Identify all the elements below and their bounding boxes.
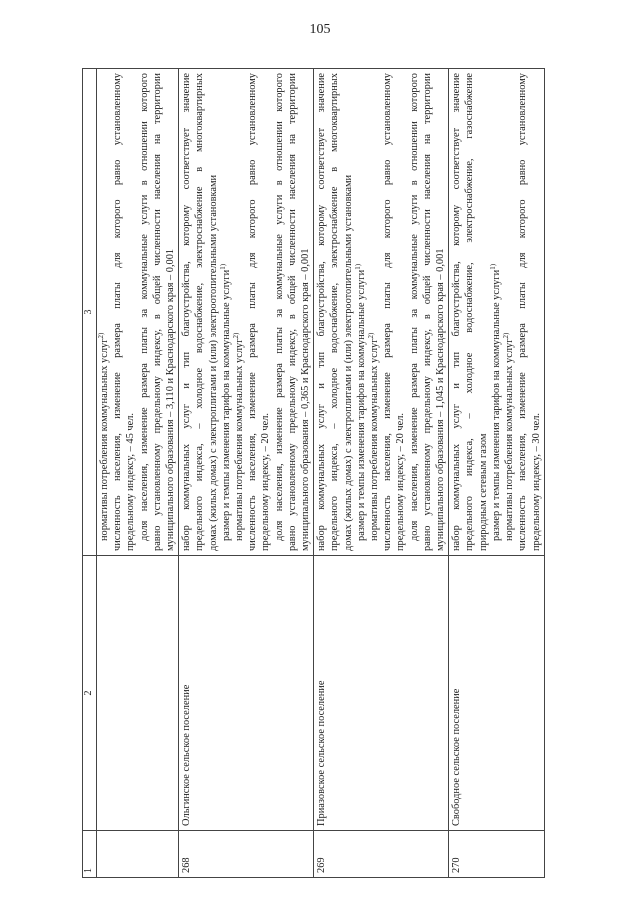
indicator-text: численность населения, изменение размера платы для которого равно установленному [112, 73, 124, 551]
footnote-mark: 2) [367, 332, 376, 339]
indicator-text: набор коммунальных услуг и тип благоустройства, которому соответствует значение [181, 73, 193, 551]
indicator-line [98, 73, 111, 551]
indicators-cell [179, 69, 314, 556]
indicator-line [516, 73, 529, 551]
page-number: 105 [309, 22, 331, 37]
footnote-mark: 2) [97, 332, 105, 339]
indicator-text: предельного индекса, – холодное водоснабжение, электроснабжение, газоснабжение [464, 73, 476, 551]
footnote-mark: 2) [502, 332, 511, 339]
indicator-text: предельного индекса, – холодное водоснабжение, электроснабжение в многоквартирных [329, 73, 341, 551]
indicator-text: доля населения, изменение размера платы за коммунальные услуги в отношении которого [273, 73, 285, 541]
table-row [179, 69, 314, 878]
table-row [449, 69, 544, 878]
indicator-line [394, 73, 407, 551]
indicator-text: предельного индекса, – холодное водоснабжение, электроснабжение в многоквартирных [194, 73, 206, 551]
rotated-table-frame [82, 68, 602, 878]
header-col-3: 3 [83, 69, 97, 556]
indicator-text: муниципального образования – 1,045 и Краснодарского края – 0,001 [435, 248, 447, 551]
indicator-line [463, 73, 476, 551]
indicator-text: размер и темпы изменения тарифов на коммунальные услуги [355, 269, 367, 541]
indicator-line [164, 73, 177, 551]
indicator-line [434, 73, 447, 551]
indicator-line [259, 73, 272, 551]
indicator-text: доля населения, изменение размера платы за коммунальные услуги в отношении которого [138, 73, 150, 541]
indicator-text: предельному индексу, – 45 чел. [125, 412, 137, 551]
footnote-mark: 1) [353, 263, 362, 270]
indicator-text: равно установленному предельному индексу, в общей численности населения на территории [286, 73, 298, 551]
footnote-mark: 1) [488, 263, 497, 270]
indicator-line [315, 73, 328, 551]
header-col-2: 2 [83, 556, 97, 831]
indicator-line [328, 73, 341, 551]
indicator-line [530, 73, 543, 551]
indicator-line [180, 73, 193, 551]
indicator-line [490, 73, 503, 551]
settlement-name: Приазовское сельское поселение [314, 556, 449, 831]
indicator-line [450, 73, 463, 551]
indicator-text: численность населения, изменение размера платы для которого равно установленному [382, 73, 394, 551]
indicator-text: нормативы потребления коммунальных услуг [99, 338, 110, 541]
indicator-line [503, 73, 516, 551]
footnote-mark: 2) [232, 332, 241, 339]
indicator-line [246, 73, 259, 551]
indicator-text: предельному индексу, – 20 чел. [260, 412, 272, 551]
indicator-line [207, 73, 220, 551]
row-number: 270 [449, 831, 544, 878]
tariff-table [82, 68, 545, 878]
footnote-mark: 1) [218, 263, 227, 270]
header-col-1: 1 [83, 831, 97, 878]
indicators-cell [314, 69, 449, 556]
indicator-text: размер и темпы изменения тарифов на коммунальные услуги [490, 269, 502, 541]
indicator-text: муниципального образования – 3,110 и Краснодарского края – 0,001 [165, 248, 177, 551]
indicator-line [273, 73, 286, 551]
tariff-table-body [83, 69, 545, 878]
settlement-name [97, 556, 179, 831]
indicator-line [233, 73, 246, 551]
settlement-name: Свободное сельское поселение [449, 556, 544, 831]
indicator-line [138, 73, 151, 551]
indicator-line [299, 73, 312, 551]
indicator-line [477, 73, 490, 551]
settlement-name: Ольгинское сельское поселение [179, 556, 314, 831]
indicator-text: набор коммунальных услуг и тип благоустройства, которому соответствует значение [451, 73, 463, 551]
indicator-line [193, 73, 206, 551]
indicator-line [124, 73, 137, 551]
indicator-text: численность населения, изменение размера платы для которого равно установленному [247, 73, 259, 551]
indicator-text: домах (жилых домах) с электроплитами и (или) электроотопительными установками [207, 174, 219, 551]
row-number: 268 [179, 831, 314, 878]
indicator-line [421, 73, 434, 551]
indicator-line [111, 73, 124, 551]
indicator-line [220, 73, 233, 551]
indicator-text: природным сетевым газом [477, 433, 489, 551]
indicator-line [381, 73, 394, 551]
indicator-text: нормативы потребления коммунальных услуг [369, 338, 381, 541]
indicator-text: равно установленному предельному индексу, в общей численности населения на территории [421, 73, 433, 551]
table-header-row [83, 69, 97, 878]
table-row [314, 69, 449, 878]
indicator-line [408, 73, 421, 551]
indicators-cell [97, 69, 179, 556]
indicator-text: нормативы потребления коммунальных услуг [504, 338, 516, 541]
indicator-line [368, 73, 381, 551]
indicators-cell [449, 69, 544, 556]
indicator-text: предельному индексу, – 20 чел. [395, 412, 407, 551]
row-number: 269 [314, 831, 449, 878]
indicator-text: доля населения, изменение размера платы за коммунальные услуги в отношении которого [408, 73, 420, 541]
indicator-line [355, 73, 368, 551]
indicator-line [286, 73, 299, 551]
indicator-text: набор коммунальных услуг и тип благоустройства, которому соответствует значение [316, 73, 328, 551]
indicator-text: равно установленному предельному индексу, в общей численности населения на территории [151, 73, 163, 551]
indicator-text: предельному индексу, – 30 чел. [530, 412, 542, 551]
rotated-table-area [82, 68, 602, 878]
indicator-line [342, 73, 355, 551]
row-number [97, 831, 179, 878]
indicator-text: численность населения, изменение размера платы для которого равно установленному [517, 73, 529, 551]
indicator-line [151, 73, 164, 551]
table-row [97, 69, 179, 878]
indicator-text: домах (жилых домах) с электроплитами и (или) электроотопительными установками [342, 174, 354, 551]
indicator-text: размер и темпы изменения тарифов на коммунальные услуги [220, 269, 232, 541]
indicator-text: нормативы потребления коммунальных услуг [234, 338, 246, 541]
indicator-text: муниципального образования – 0,365 и Краснодарского края – 0,001 [300, 248, 312, 551]
